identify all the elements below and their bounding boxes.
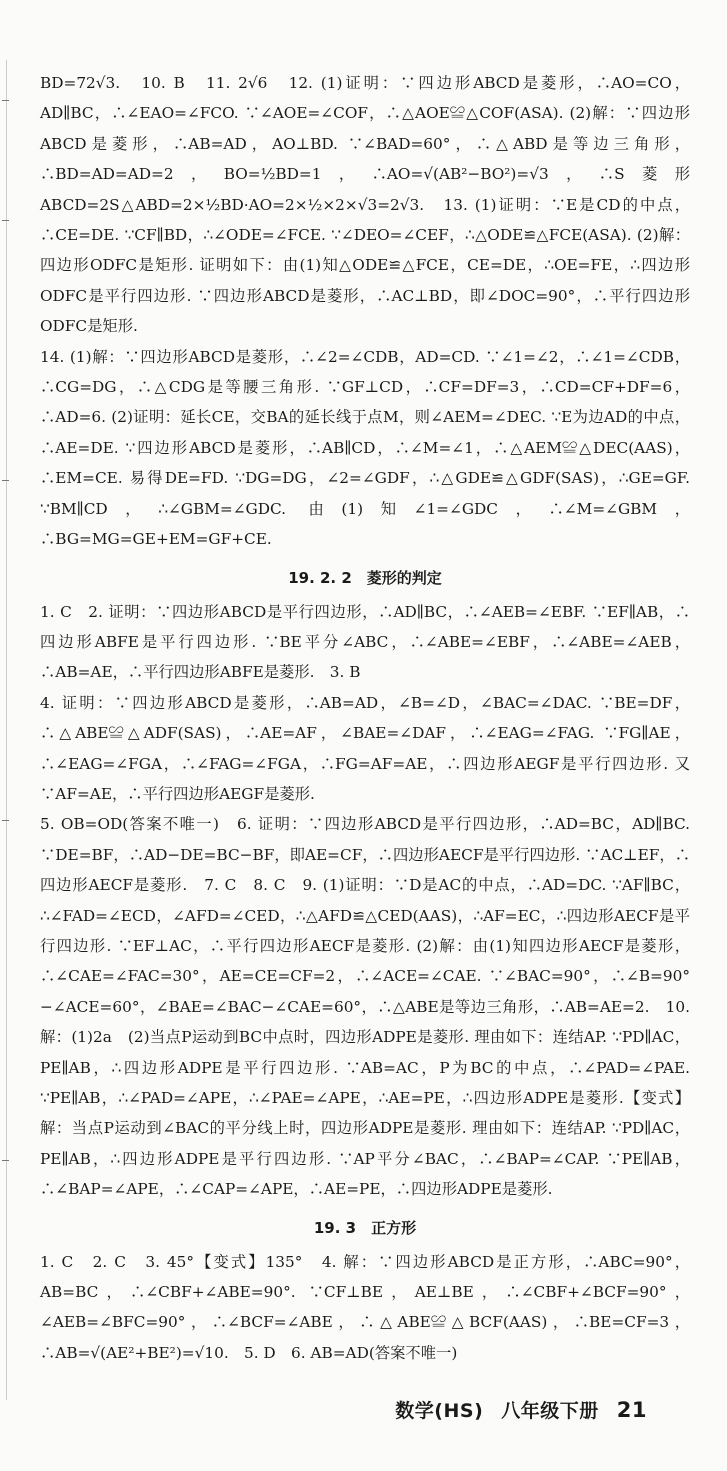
gutter-tick: [2, 1160, 9, 1161]
answer-paragraph: 14. (1)解：∵四边形ABCD是菱形，∴∠2=∠CDB，AD=CD. ∵∠1=∠2，∴∠1=∠CDB，∴CG=DG，∴△CDG是等腰三角形. ∵GF⊥CD，∴CF=DF=3，∴CD=CF+DF=6，∴AD=6. (2)证明：延长CE，交BA的延长线于点M，则∠AEM=∠DEC. ∵E为边AD的中点，∴AE=DE. ∵四边形ABCD是菱形，∴AB∥CD，∴∠M=∠1，∴△AEM≌△DEC(AAS)，∴EM=CE. 易得DE=FD. ∵DG=DG，∠2=∠GDF，∴△GDE≌△GDF(SAS)，∴GE=GF. ∵BM∥CD，∴∠GBM=∠GDC. 由(1)知∠1=∠GDC，∴∠M=∠GBM，∴BG=MG=GE+EM=GF+CE.: [40, 347, 690, 549]
page-number: 21: [616, 1398, 647, 1422]
page-footer: [377, 1396, 647, 1423]
section-rhombus-properties: [40, 68, 690, 555]
binding-gutter: [0, 60, 14, 1400]
gutter-tick: [2, 100, 9, 101]
gutter-tick: [2, 480, 9, 481]
answer-paragraph: 5. OB=OD(答案不唯一) 6. 证明：∵四边形ABCD是平行四边形，∴AD=BC，AD∥BC. ∵DE=BF，∴AD−DE=BC−BF，即AE=CF，∴四边形AECF是平行四边形. ∵AC⊥EF，∴四边形AECF是菱形. 7. C 8. C 9. (1)证明：∵D是AC的中点，∴AD=DC. ∵AF∥BC，∴∠FAD=∠ECD，∠AFD=∠CED，∴△AFD≌△CED(AAS)，∴AF=EC，∴四边形AECF是平行四边形. ∵EF⊥AC，∴平行四边形AECF是菱形. (2)解：由(1)知四边形AECF是菱形，∴∠CAE=∠FAC=30°，AE=CE=CF=2，∴∠ACE=∠CAE. ∵∠BAC=90°，∴∠B=90°−∠ACE=60°，∠BAE=∠BAC−∠CAE=60°，∴△ABE是等边三角形，∴AB=AE=2. 10. 解：(1)2a (2)当点P运动到BC中点时，四边形ADPE是菱形. 理由如下：连结AP. ∵PD∥AC，PE∥AB，∴四边形ADPE是平行四边形. ∵AB=AC，P为BC的中点，∴∠PAD=∠PAE. ∵PE∥AB，∴∠PAD=∠APE，∴∠PAE=∠APE，∴AE=PE，∴四边形ADPE是菱形.【变式】解：当点P运动到∠BAC的平分线上时，四边形ADPE是菱形. 理由如下：连结AP. ∵PD∥AC，PE∥AB，∴四边形ADPE是平行四边形. ∵AP平分∠BAC，∴∠BAP=∠CAP. ∵PE∥AB，∴∠BAP=∠APE，∴∠CAP=∠APE，∴AE=PE，∴四边形ADPE是菱形.: [40, 815, 690, 1199]
answer-content: [40, 68, 690, 1368]
gutter-tick: [2, 220, 9, 221]
footer-grade: 八年级下册: [501, 1400, 599, 1422]
answer-paragraph: 4. 证明：∵四边形ABCD是菱形，∴AB=AD，∠B=∠D，∠BAC=∠DAC. ∵BE=DF，∴△ABE≌△ADF(SAS)，∴AE=AF，∠BAE=∠DAF，∴∠EAG=∠FAG. ∵FG∥AE，∴∠EAG=∠FGA，∴∠FAG=∠FGA，∴FG=AF=AE，∴四边形AEGF是平行四边形. 又∵AF=AE，∴平行四边形AEGF是菱形.: [40, 693, 690, 803]
section-square: [40, 1213, 690, 1369]
section-rhombus-judgement: [40, 563, 690, 1205]
answer-paragraph: BD=72√3. 10. B 11. 2√6 12. (1)证明：∵四边形ABCD是菱形，∴AO=CO，AD∥BC，∴∠EAO=∠FCO. ∵∠AOE=∠COF，∴△AOE≌△COF(ASA). (2)解：∵四边形ABCD是菱形，∴AB=AD，AO⊥BD. ∵∠BAD=60°，∴△ABD是等边三角形，∴BD=AD=AD=2，BO=½BD=1，∴AO=√(AB²−BO²)=√3，∴S菱形ABCD=2S△ABD=2×½BD·AO=2×½×2×√3=2√3. 13. (1)证明：∵E是CD的中点，∴CE=DE. ∵CF∥BD，∴∠ODE=∠FCE. ∵∠DEO=∠CEF，∴△ODE≌△FCE(ASA). (2)解：四边形ODFC是矩形. 证明如下：由(1)知△ODE≌△FCE，CE=DE，∴OE=FE，∴四边形ODFC是平行四边形. ∵四边形ABCD是菱形，∴AC⊥BD，即∠DOC=90°，∴平行四边形ODFC是矩形.: [40, 74, 690, 336]
gutter-tick: [2, 820, 9, 821]
gutter-line: [6, 60, 7, 1400]
footer-subject: 数学(HS): [395, 1400, 484, 1422]
answer-paragraph: 1. C 2. 证明：∵四边形ABCD是平行四边形，∴AD∥BC，∴∠AEB=∠EBF. ∵EF∥AB，∴四边形ABFE是平行四边形. ∵BE平分∠ABC，∴∠ABE=∠EBF，∴∠ABE=∠AEB，∴AB=AE，∴平行四边形ABFE是菱形. 3. B: [40, 602, 690, 682]
section-heading: 19. 3 正方形: [313, 1218, 417, 1237]
section-heading: 19. 2. 2 菱形的判定: [288, 568, 442, 587]
answer-paragraph: 1. C 2. C 3. 45°【变式】135° 4. 解：∵四边形ABCD是正方形，∴ABC=90°，AB=BC，∴∠CBF+∠ABE=90°. ∵CF⊥BE，AE⊥BE，∴∠CBF+∠BCF=90°，∠AEB=∠BFC=90°，∴∠BCF=∠ABE，∴△ABE≌△BCF(AAS)，∴BE=CF=3，∴AB=√(AE²+BE²)=√10. 5. D 6. AB=AD(答案不唯一): [40, 1252, 690, 1362]
